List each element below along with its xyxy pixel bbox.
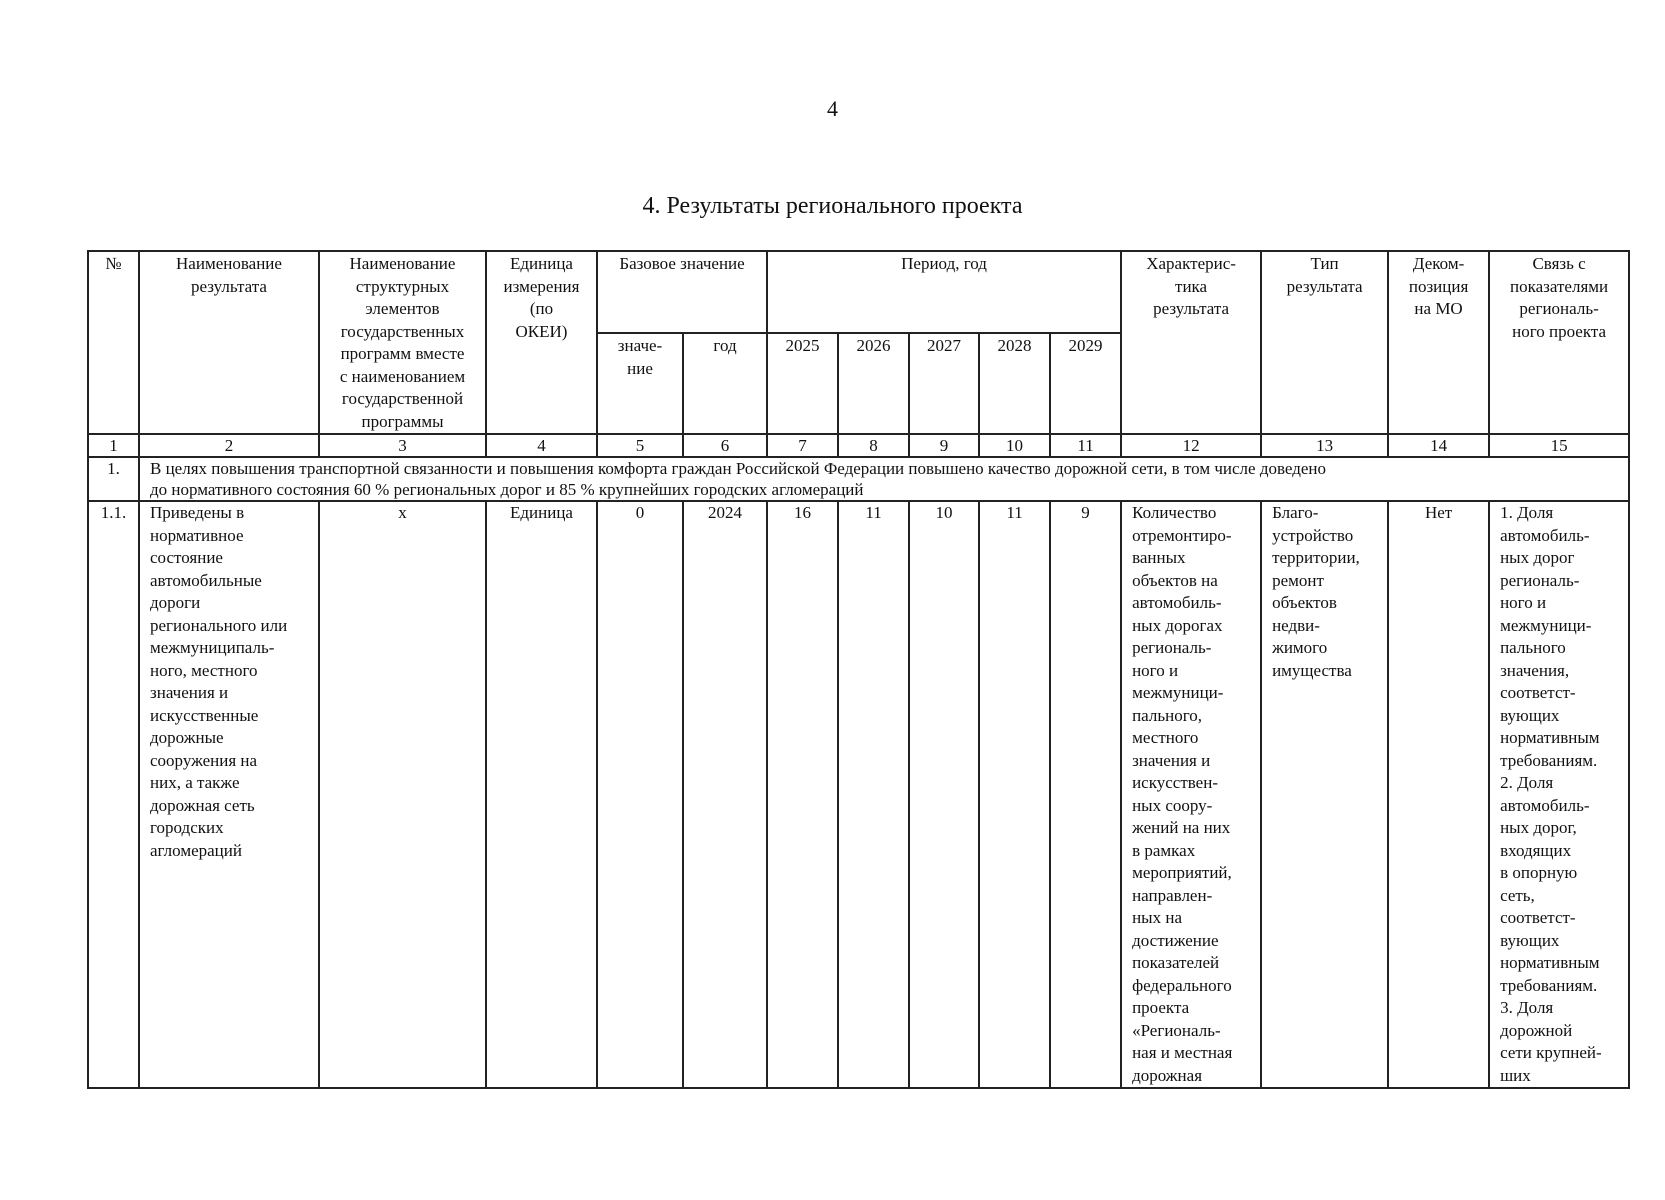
column-number: 10 [979,434,1050,457]
header-year-2026: 2026 [838,333,909,434]
header-characteristic: Характерис- тика результата [1121,251,1261,434]
header-decomposition: Деком- позиция на МО [1388,251,1489,434]
row-result-type: Благо- устройство территории, ремонт объектов недви- жимого имущества [1261,501,1388,1088]
column-number: 4 [486,434,597,457]
header-year-2027: 2027 [909,333,979,434]
header-year-2028: 2028 [979,333,1050,434]
header-base-value-sub: значе- ние [597,333,683,434]
column-number: 3 [319,434,486,457]
row-value-2026: 11 [838,501,909,1088]
results-table [87,250,1630,1089]
group-num: 1. [88,457,139,501]
column-number: 12 [1121,434,1261,457]
row-value-2025: 16 [767,501,838,1088]
row-struct: х [319,501,486,1088]
header-base-year-sub: год [683,333,767,434]
column-number: 11 [1050,434,1121,457]
column-number-row [88,434,1629,457]
group-row [88,457,1629,501]
column-number: 2 [139,434,319,457]
row-value-2027: 10 [909,501,979,1088]
column-number: 8 [838,434,909,457]
row-unit: Единица [486,501,597,1088]
group-text: В целях повышения транспортной связанности и повышения комфорта граждан Российской Федерации повышено качество дорожной сети, в том числе доведено до нормативного состояния 60 % региональных дорог и 85 % крупнейших городских агломераций [139,457,1629,501]
header-result-name: Наименование результата [139,251,319,434]
row-characteristic: Количество отремонтиро- ванных объектов на автомобиль- ных дорогах региональ- ного и межмуници- пального, местного значения и искусствен- ных соору- жений на них в рамках мероприятий, направлен- ных на достижение показателей федерального проекта «Региональ- ная и местная дорожная [1121,501,1261,1088]
row-value-2028: 11 [979,501,1050,1088]
row-base-year: 2024 [683,501,767,1088]
header-year-2025: 2025 [767,333,838,434]
header-link: Связь с показателями региональ- ного проекта [1489,251,1629,434]
page-number: 4 [827,96,838,121]
column-number: 9 [909,434,979,457]
header-struct-elements: Наименование структурных элементов государственных программ вместе с наименованием государственной программы [319,251,486,434]
header-result-type: Тип результата [1261,251,1388,434]
column-number: 7 [767,434,838,457]
header-unit: Единица измерения (по ОКЕИ) [486,251,597,434]
row-decomposition: Нет [1388,501,1489,1088]
table-row [88,501,1629,1088]
header-year-2029: 2029 [1050,333,1121,434]
row-link: 1. Доля автомобиль- ных дорог региональ- ного и межмуници- пального значения, соответст- вующих нормативным требованиям. 2. Доля автомобиль- ных дорог, входящих в опорную сеть, соответст- вующих нормативным требованиям. 3. Доля дорожной сети крупней- ших [1489,501,1629,1088]
header-period: Период, год [767,251,1121,333]
column-number: 15 [1489,434,1629,457]
header-num: № [88,251,139,434]
row-base-value: 0 [597,501,683,1088]
column-number: 13 [1261,434,1388,457]
column-number: 5 [597,434,683,457]
section-title: 4. Результаты регионального проекта [642,193,1023,219]
column-number: 14 [1388,434,1489,457]
row-value-2029: 9 [1050,501,1121,1088]
row-num: 1.1. [88,501,139,1088]
column-number: 1 [88,434,139,457]
header-row-1 [88,251,1629,333]
row-result-name: Приведены в нормативное состояние автомобильные дороги регионального или межмуниципаль- ного, местного значения и искусственные дорожные сооружения на них, а также дорожная сеть городских агломераций [139,501,319,1088]
header-base-value: Базовое значение [597,251,767,333]
column-number: 6 [683,434,767,457]
